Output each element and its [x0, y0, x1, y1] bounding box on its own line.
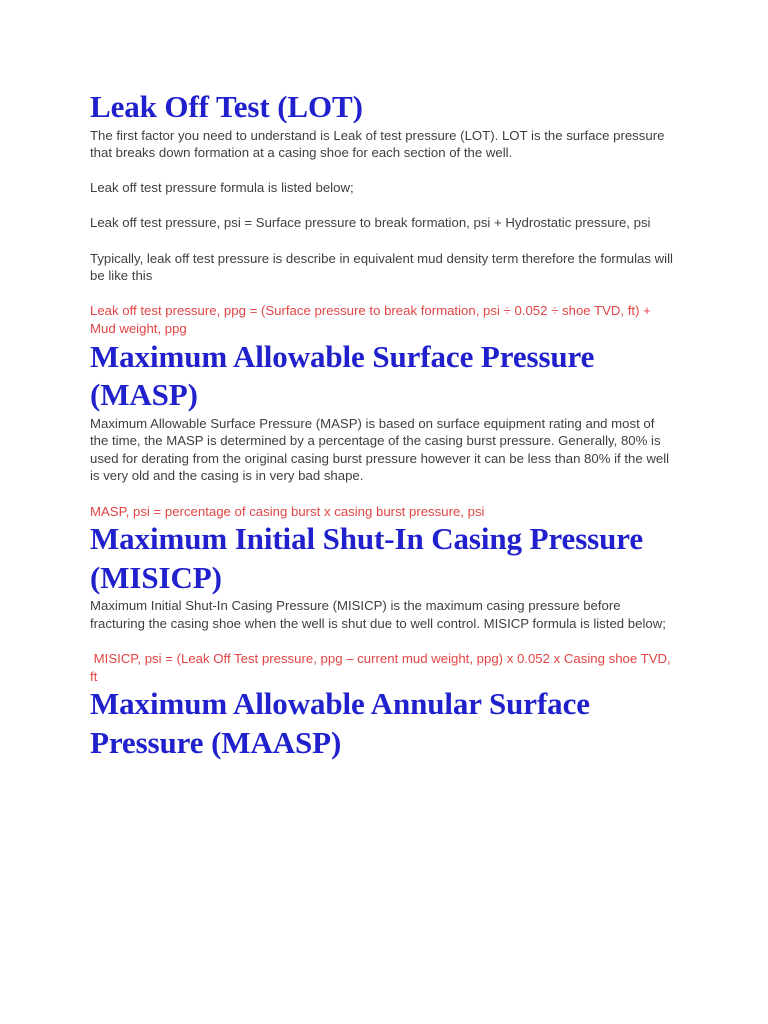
paragraph-misicp-description: Maximum Initial Shut-In Casing Pressure (MISICP) is the maximum casing pressure before fracturing the casing shoe when the well is shut due to well control. MISICP formula is listed below;: [90, 598, 666, 631]
paragraph-spacer: [90, 485, 674, 503]
paragraph-spacer: [90, 197, 674, 215]
formula-masp: MASP, psi = percentage of casing burst x casing burst pressure, psi: [90, 503, 485, 519]
paragraph-lot-psi-formula: Leak off test pressure, psi = Surface pressure to break formation, psi + Hydrostatic pressure, psi: [90, 215, 651, 231]
section-heading-misicp: Maximum Initial Shut-In Casing Pressure (MISICP): [90, 521, 651, 595]
paragraph-spacer: [90, 632, 674, 650]
section-heading-lot: Leak Off Test (LOT): [90, 89, 363, 124]
paragraph-spacer: [90, 162, 674, 180]
paragraph-lot-emd-note: Typically, leak off test pressure is describe in equivalent mud density term therefore the formulas will be like this: [90, 250, 677, 284]
section-heading-maasp: Maximum Allowable Annular Surface Pressure (MAASP): [90, 686, 598, 760]
paragraph-masp-description: Maximum Allowable Surface Pressure (MASP) is based on surface equipment rating and most of the time, the MASP is determined by a percentage of the casing burst pressure. Generally, 80% is used for derating from the original casing burst pressure however it can be less than 80% if the well is very old and the casing is in very bad shape.: [90, 415, 673, 484]
paragraph-lot-intro: The first factor you need to understand is Leak of test pressure (LOT). LOT is the surface pressure that breaks down formation at a casing shoe for each section of the well.: [90, 127, 669, 161]
paragraph-spacer: [90, 232, 674, 250]
document-body: [90, 88, 677, 762]
paragraph-lot-formula-intro: Leak off test pressure formula is listed below;: [90, 180, 354, 196]
section-heading-masp: Maximum Allowable Surface Pressure (MASP): [90, 338, 602, 413]
formula-lot-ppg: Leak off test pressure, ppg = (Surface pressure to break formation, psi ÷ 0.052 ÷ shoe TVD, ft) + Mud weight, ppg: [90, 303, 655, 337]
formula-misicp: MISICP, psi = (Leak Off Test pressure, ppg – current mud weight, ppg) x 0.052 x Casing shoe TVD, ft: [90, 650, 675, 684]
paragraph-spacer: [90, 285, 674, 303]
